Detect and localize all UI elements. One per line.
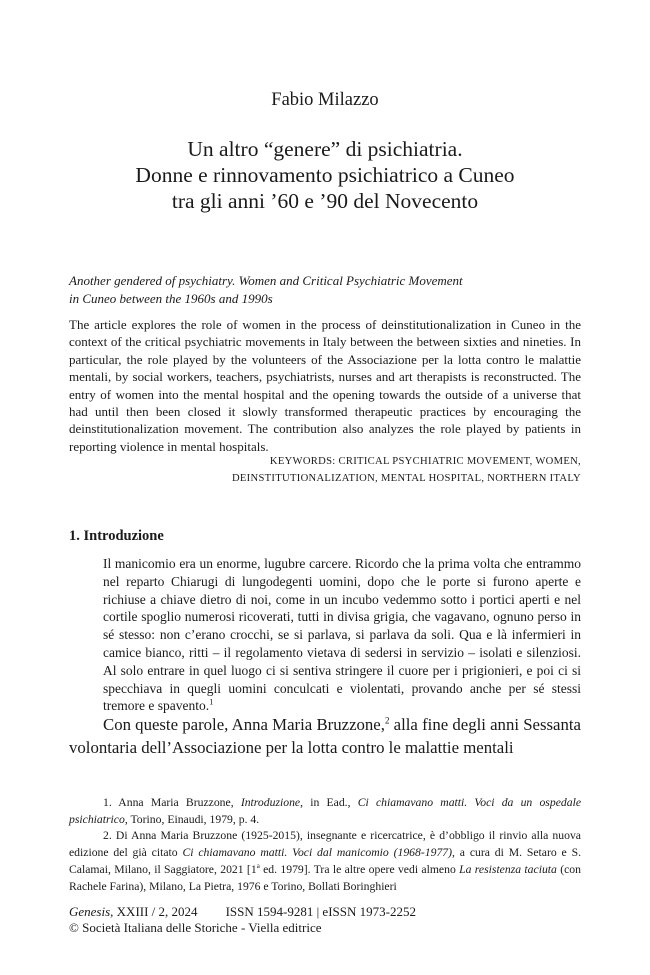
- english-title-line: in Cuneo between the 1960s and 1990s: [69, 291, 273, 306]
- issn: ISSN 1594-9281 | eISSN 1973-2252: [225, 904, 416, 919]
- journal-issue: , XXIII / 2, 2024: [110, 904, 198, 919]
- author-name: Fabio Milazzo: [271, 90, 379, 110]
- footnote-ref: 1: [209, 696, 214, 707]
- footer-line: [69, 904, 589, 920]
- section-heading: 1. Introduzione: [69, 528, 164, 544]
- footnote-text: , Torino, Einaudi, 1979, p. 4.: [124, 812, 260, 826]
- footnote-2: [69, 828, 581, 895]
- footnote-text: ed. 1979]. Tra le altre opere vedi almeno: [259, 862, 460, 876]
- english-title: [69, 272, 589, 308]
- footnote-italic: Ci chiamavano matti. Voci dal manicomio (1968-1977): [182, 846, 453, 860]
- english-title-line: Another gendered of psychiatry. Women and Critical Psychiatric Movement: [69, 273, 463, 288]
- body-text-part: alla fine degli anni Sessanta volontaria dell’Associazione per la lotta contro le malattie mentali: [69, 715, 581, 757]
- title-line: Un altro “genere” di psichiatria.: [187, 137, 463, 161]
- footnote-text: , a cura di M. Setaro e S. Calamai, Milano, il Saggiatore, 2021 [1: [69, 846, 582, 876]
- body-paragraph: [69, 713, 581, 759]
- title-line: tra gli anni ’60 e ’90 del Novecento: [171, 189, 479, 213]
- footnote-italic: La resistenza taciuta: [459, 862, 557, 876]
- footnote-superscript: a: [256, 861, 260, 870]
- footnote-text: 1. Anna Maria Bruzzone,: [103, 796, 241, 809]
- footnote-1: [69, 795, 581, 828]
- page-footer: [69, 904, 589, 936]
- copyright: © Società Italiana delle Storiche - Viella editrice: [69, 920, 322, 935]
- article-title: [0, 136, 650, 214]
- title-line: Donne e rinnovamento psichiatrico a Cuneo: [135, 163, 515, 187]
- body-text-part: Con queste parole, Anna Maria Bruzzone,: [103, 715, 385, 734]
- keywords: [161, 453, 581, 487]
- journal-name: Genesis: [69, 904, 111, 919]
- keywords-line: KEYWORDS: CRITICAL PSYCHIATRIC MOVEMENT, WOMEN,: [269, 456, 581, 467]
- footnote-text: , in Ead.,: [300, 796, 358, 809]
- footnote-italic: Ci chiamavano matti. Voci da un ospedale psichiatrico: [69, 796, 582, 826]
- footnote-text: (con Rachele Farina), Milano, La Pietra, 1976 e Torino, Bollati Boringhieri: [69, 862, 581, 893]
- keywords-line: DEINSTITUTIONALIZATION, MENTAL HOSPITAL, NORTHERN ITALY: [231, 473, 581, 484]
- footnotes: [69, 795, 581, 895]
- footnote-italic: Introduzione: [240, 796, 301, 809]
- abstract: The article explores the role of women in the process of deinstitutionalization in Cuneo in the context of the critical psychiatric movements in Italy between the between sixties and nineties. In particular, the role played by the volunteers of the Associazione per la lotta contro le malattie mentali, by social workers, teachers, psychiatrists, nurses and art therapists is reconstructed. The entry of women into the mental hospital and the opening towards the outside of a universe that had until then been closed it slowly transformed therapeutic practices by encouraging the deinstitutionalization movement. The contribution also analyzes the role played by patients in reporting violence in mental hospitals.: [69, 317, 581, 454]
- block-quote: [103, 555, 581, 715]
- quote-text: Il manicomio era un enorme, lugubre carcere. Ricordo che la prima volta che entrammo nel reparto Chiarugi di lungodegenti uomini, dopo che le porte si furono aperte e richiuse a chiave dietro di noi, come in un incubo vedemmo sotto i portici aperti e nel cortile spoglio numerosi ricoverati, tutti in divisa grigia, che vagavano, ognuno perso in sé stesso: non c’erano crocchi, se si parlava, si parlava da soli. Qua e là infermieri in camice bianco, ritti – il regolamento vietava di sedersi in servizio – isolati e silenziosi. Al solo entrare in quel luogo ci si sentiva stringere il cuore per i prigionieri, e poi ci si specchiava in quegli uomini conculcati e violentati, provando anche per sé stessi tremore e spavento.: [103, 556, 581, 714]
- footnote-ref: 2: [384, 715, 390, 726]
- footnote-text: 2. Di Anna Maria Bruzzone (1925-2015), insegnante e ricercatrice, è d’obbligo il rinvio alla nuova edizione del già citato: [69, 829, 581, 860]
